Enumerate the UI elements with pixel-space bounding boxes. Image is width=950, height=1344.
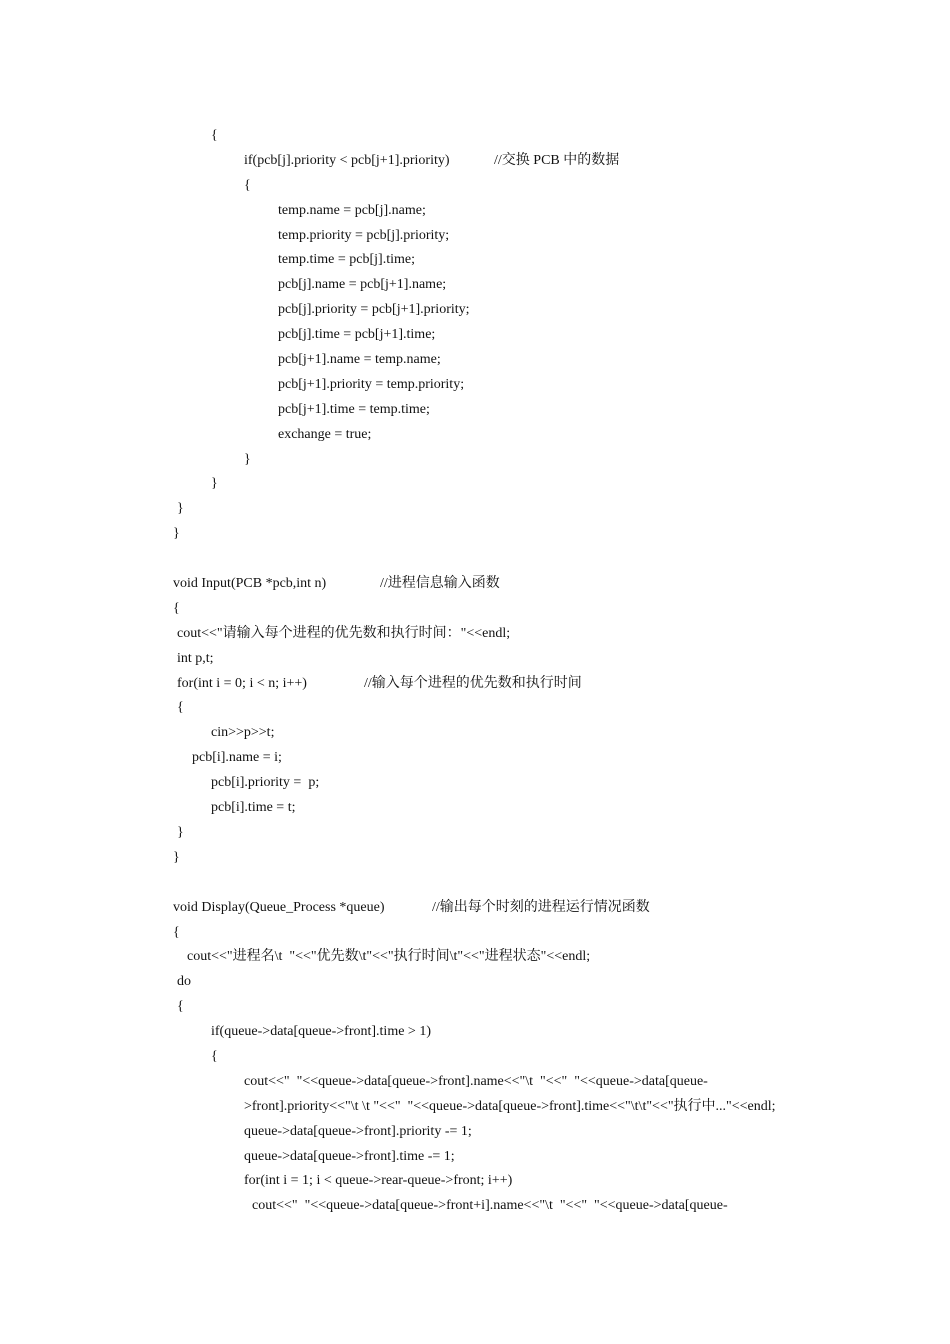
code-text: pcb[i].priority = p; <box>211 775 320 791</box>
code-text: cout<<" "<<queue->data[queue->front+i].name<<"\t "<<" "<<queue->data[queue- <box>252 1198 728 1214</box>
code-text: pcb[j+1].name = temp.name; <box>278 352 441 368</box>
code-line <box>173 846 933 871</box>
code-line <box>173 970 933 995</box>
code-line <box>173 1194 933 1219</box>
code-text: temp.priority = pcb[j].priority; <box>278 227 450 243</box>
blank-line <box>173 871 933 896</box>
code-line <box>173 796 933 821</box>
code-text: } <box>211 476 218 492</box>
code-line <box>173 398 933 423</box>
code-line <box>173 199 933 224</box>
code-text: { <box>244 177 251 193</box>
code-text: } <box>177 501 184 517</box>
code-text: cout<<" "<<queue->data[queue->front].name<<"\t "<<" "<<queue->data[queue- <box>244 1073 708 1089</box>
code-line <box>173 597 933 622</box>
code-line <box>173 373 933 398</box>
code-line <box>173 647 933 672</box>
code-text: { <box>173 924 180 940</box>
code-listing <box>173 124 933 1219</box>
code-line <box>173 497 933 522</box>
code-line <box>173 696 933 721</box>
code-line <box>173 124 933 149</box>
code-text: } <box>173 526 180 542</box>
code-text: pcb[i].name = i; <box>192 750 282 766</box>
code-line <box>173 248 933 273</box>
code-text: { <box>177 700 184 716</box>
blank-line <box>173 547 933 572</box>
code-text: { <box>211 1048 218 1064</box>
code-text: void Input(PCB *pcb,int n) <box>173 576 327 592</box>
code-text: pcb[j+1].priority = temp.priority; <box>278 376 465 392</box>
code-line <box>173 174 933 199</box>
code-line <box>173 1045 933 1070</box>
code-line <box>173 821 933 846</box>
code-line <box>173 771 933 796</box>
code-line <box>173 721 933 746</box>
code-text: cout<<"请输入每个进程的优先数和执行时间："<<endl; <box>177 625 511 641</box>
code-text: pcb[j].time = pcb[j+1].time; <box>278 327 436 343</box>
code-text: temp.time = pcb[j].time; <box>278 252 415 268</box>
code-line <box>173 1095 933 1120</box>
code-line <box>173 448 933 473</box>
code-text: } <box>244 451 251 467</box>
code-text: cout<<"进程名\t "<<"优先数\t"<<"执行时间\t"<<"进程状态"<<endl; <box>187 949 591 965</box>
code-text: { <box>173 600 180 616</box>
code-text: for(int i = 1; i < queue->rear-queue->front; i++) <box>244 1173 513 1189</box>
code-text: exchange = true; <box>278 426 372 442</box>
code-line <box>173 323 933 348</box>
code-text: pcb[j].name = pcb[j+1].name; <box>278 277 447 293</box>
code-line <box>173 1070 933 1095</box>
code-line <box>173 224 933 249</box>
code-text: } <box>177 824 184 840</box>
code-line <box>173 622 933 647</box>
code-text: do <box>177 974 191 990</box>
code-text: void Display(Queue_Process *queue) <box>173 899 385 915</box>
code-text: pcb[i].time = t; <box>211 800 296 816</box>
code-line <box>173 572 933 597</box>
code-line <box>173 423 933 448</box>
code-text: if(pcb[j].priority < pcb[j+1].priority) <box>244 152 450 168</box>
code-line <box>173 522 933 547</box>
code-line <box>173 1120 933 1145</box>
code-comment: //输入每个进程的优先数和执行时间 <box>364 675 582 691</box>
code-text: for(int i = 0; i < n; i++) <box>177 675 307 691</box>
code-text: >front].priority<<"\t \t "<<" "<<queue->data[queue->front].time<<"\t\t"<<"执行中..."<<endl; <box>244 1098 776 1114</box>
code-line <box>173 1145 933 1170</box>
code-line <box>173 1020 933 1045</box>
code-line <box>173 1169 933 1194</box>
code-comment: //交换 PCB 中的数据 <box>494 152 620 168</box>
code-line <box>173 298 933 323</box>
code-text: { <box>177 999 184 1015</box>
code-line <box>173 672 933 697</box>
code-line <box>173 149 933 174</box>
code-text: temp.name = pcb[j].name; <box>278 202 426 218</box>
code-text: queue->data[queue->front].time -= 1; <box>244 1148 455 1164</box>
code-text: pcb[j].priority = pcb[j+1].priority; <box>278 302 470 318</box>
code-line <box>173 945 933 970</box>
code-text: queue->data[queue->front].priority -= 1; <box>244 1123 472 1139</box>
code-line <box>173 995 933 1020</box>
code-comment: //输出每个时刻的进程运行情况函数 <box>432 899 650 915</box>
code-line <box>173 348 933 373</box>
code-line <box>173 472 933 497</box>
code-comment: //进程信息输入函数 <box>380 576 500 592</box>
code-text: cin>>p>>t; <box>211 725 275 741</box>
code-text: { <box>211 128 218 143</box>
code-text: int p,t; <box>177 650 214 666</box>
code-line <box>173 921 933 946</box>
code-line <box>173 746 933 771</box>
code-text: } <box>173 849 180 865</box>
code-line <box>173 273 933 298</box>
code-line <box>173 896 933 921</box>
code-text: if(queue->data[queue->front].time > 1) <box>211 1024 431 1040</box>
code-text: pcb[j+1].time = temp.time; <box>278 401 430 417</box>
